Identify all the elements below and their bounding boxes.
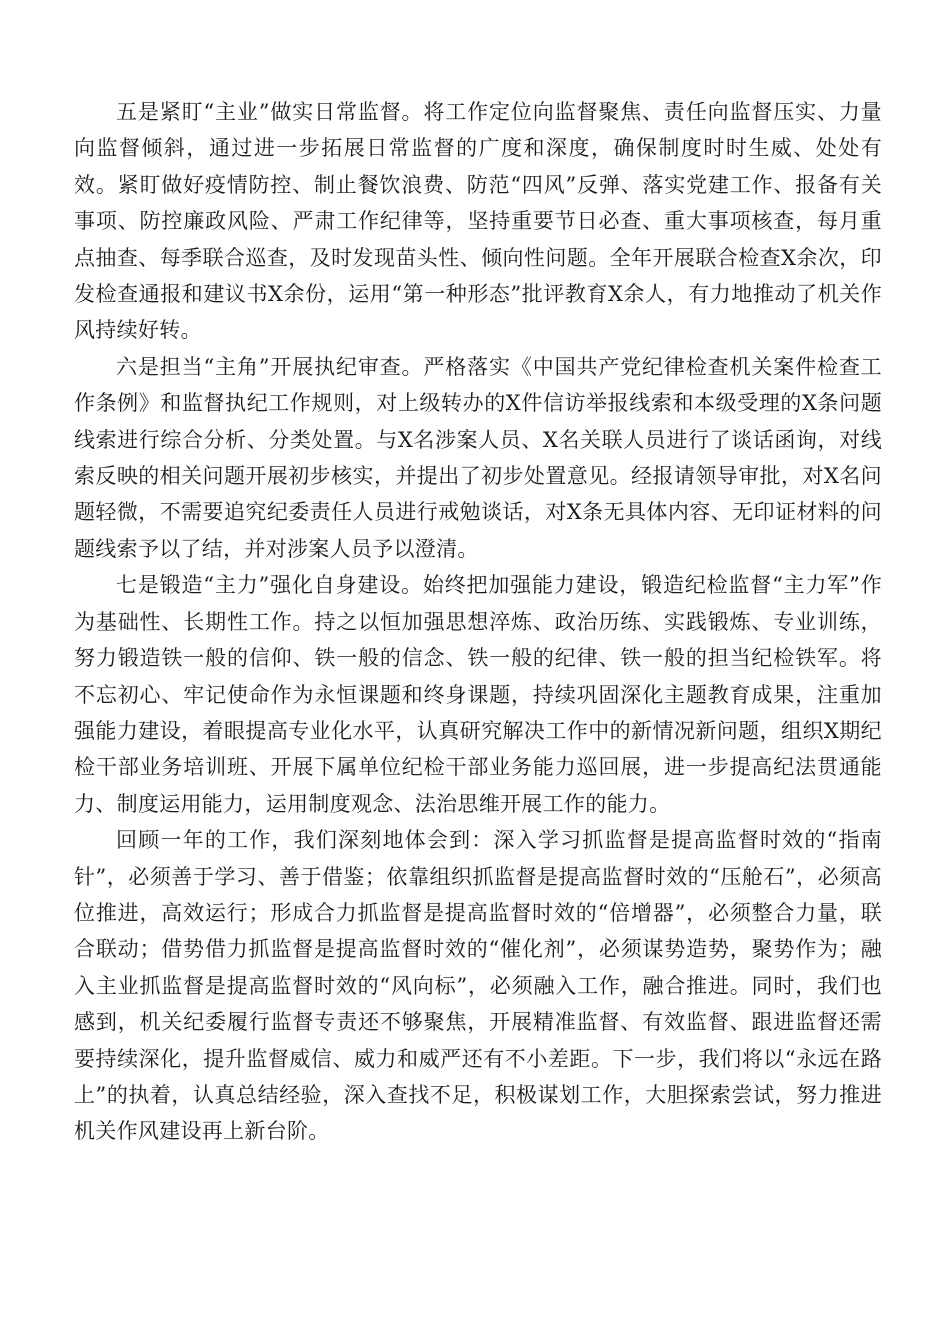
paragraph-self-building: 七是锻造“主力”强化自身建设。始终把加强能力建设，锻造纪检监督“主力军”作为基础性、长期性工作。持之以恒加强思想淬炼、政治历练、实践锻炼、专业训练，努力锻造铁一般的信仰、铁一般的信念、铁一般的纪律、铁一般的担当纪检铁军。将不忘初心、牢记使命作为永恒课题和终身课题，持续巩固深化主题教育成果，注重加强能力建设，着眼提高专业化水平，认真研究解决工作中的新情况新问题，组织X期纪检干部业务培训班、开展下属单位纪检干部业务能力巡回展，进一步提高纪法贯通能力、制度运用能力，运用制度观念、法治思维开展工作的能力。 (74, 573, 882, 816)
paragraph-annual-review: 回顾一年的工作，我们深刻地体会到：深入学习抓监督是提高监督时效的“指南针”，必须善于学习、善于借鉴；依靠组织抓监督是提高监督时效的“压舱石”，必须高位推进，高效运行；形成合力抓监督是提高监督时效的“倍增器”，必须整合力量，联合联动；借势借力抓监督是提高监督时效的“催化剂”，必须谋势造势，聚势作为；融入主业抓监督是提高监督时效的“风向标”，必须融入工作，融合推进。同时，我们也感到，机关纪委履行监督专责还不够聚焦，开展精准监督、有效监督、跟进监督还需要持续深化，提升监督威信、威力和威严还有不小差距。下一步，我们将以“永远在路上”的执着，认真总结经验，深入查找不足，积极谋划工作，大胆探索尝试，努力推进机关作风建设再上新台阶。 (74, 828, 882, 1144)
paragraph-discipline-review: 六是担当“主角”开展执纪审查。严格落实《中国共产党纪律检查机关案件检查工作条例》和监督执纪工作规则，对上级转办的X件信访举报线索和本级受理的X条问题线索进行综合分析、分类处置。与X名涉案人员、X名关联人员进行了谈话函询，对线索反映的相关问题开展初步核实，并提出了初步处置意见。经报请领导审批，对X名问题轻微，不需要追究纪委责任人员进行戒勉谈话，对X条无具体内容、无印证材料的问题线索予以了结，并对涉案人员予以澄清。 (74, 354, 882, 561)
document-body (74, 94, 882, 1150)
paragraph-daily-supervision: 五是紧盯“主业”做实日常监督。将工作定位向监督聚焦、责任向监督压实、力量向监督倾斜，通过进一步拓展日常监督的广度和深度，确保制度时时生威、处处有效。紧盯做好疫情防控、制止餐饮浪费、防范“四风”反弹、落实党建工作、报备有关事项、防控廉政风险、严肃工作纪律等，坚持重要节日必查、重大事项核查，每月重点抽查、每季联合巡查，及时发现苗头性、倾向性问题。全年开展联合检查X余次，印发检查通报和建议书X余份，运用“第一种形态”批评教育X余人，有力地推动了机关作风持续好转。 (74, 100, 882, 343)
